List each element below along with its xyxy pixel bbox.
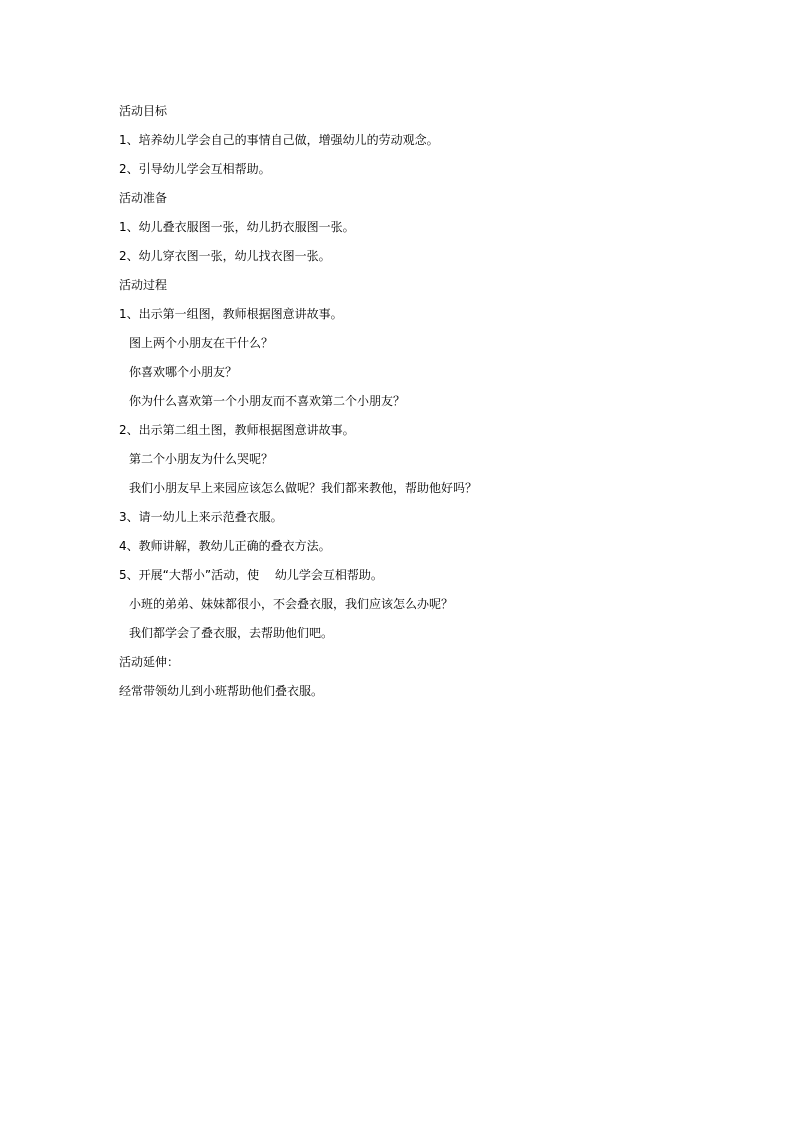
paragraph-line: 经常带领幼儿到小班帮助他们叠衣服。 (119, 684, 324, 698)
question-line: 小班的弟弟、妹妹都很小，不会叠衣服，我们应该怎么办呢？ (129, 597, 454, 611)
paragraph-line: 3、请一幼儿上来示范叠衣服。 (119, 510, 283, 524)
question-line: 图上两个小朋友在干什么？ (129, 336, 274, 350)
paragraph-line: 2、引导幼儿学会互相帮助。 (119, 162, 271, 176)
section-heading-extension: 活动延伸： (119, 655, 180, 669)
question-line: 第二个小朋友为什么哭呢？ (129, 452, 274, 466)
question-line: 你为什么喜欢第一个小朋友而不喜欢第二个小朋友？ (129, 394, 406, 408)
paragraph-line: 1、幼儿叠衣服图一张，幼儿扔衣服图一张。 (119, 220, 355, 234)
document-body (119, 102, 719, 711)
paragraph-line: 2、幼儿穿衣图一张，幼儿找衣图一张。 (119, 249, 331, 263)
question-line: 你喜欢哪个小朋友？ (129, 365, 238, 379)
paragraph-line: 5、开展“大帮小”活动，使 幼儿学会互相帮助。 (119, 568, 383, 582)
paragraph-line: 1、培养幼儿学会自己的事情自己做，增强幼儿的劳动观念。 (119, 133, 439, 147)
paragraph-line: 4、教师讲解，教幼儿正确的叠衣方法。 (119, 539, 331, 553)
question-line: 我们小朋友早上来园应该怎么做呢？我们都来教他，帮助他好吗？ (129, 481, 478, 495)
section-heading-goals: 活动目标 (119, 104, 168, 118)
section-heading-preparation: 活动准备 (119, 191, 168, 205)
paragraph-line: 1、出示第一组图，教师根据图意讲故事。 (119, 307, 343, 321)
section-heading-process: 活动过程 (119, 278, 168, 292)
question-line: 我们都学会了叠衣服，去帮助他们吧。 (129, 626, 334, 640)
paragraph-line: 2、出示第二组土图，教师根据图意讲故事。 (119, 423, 355, 437)
